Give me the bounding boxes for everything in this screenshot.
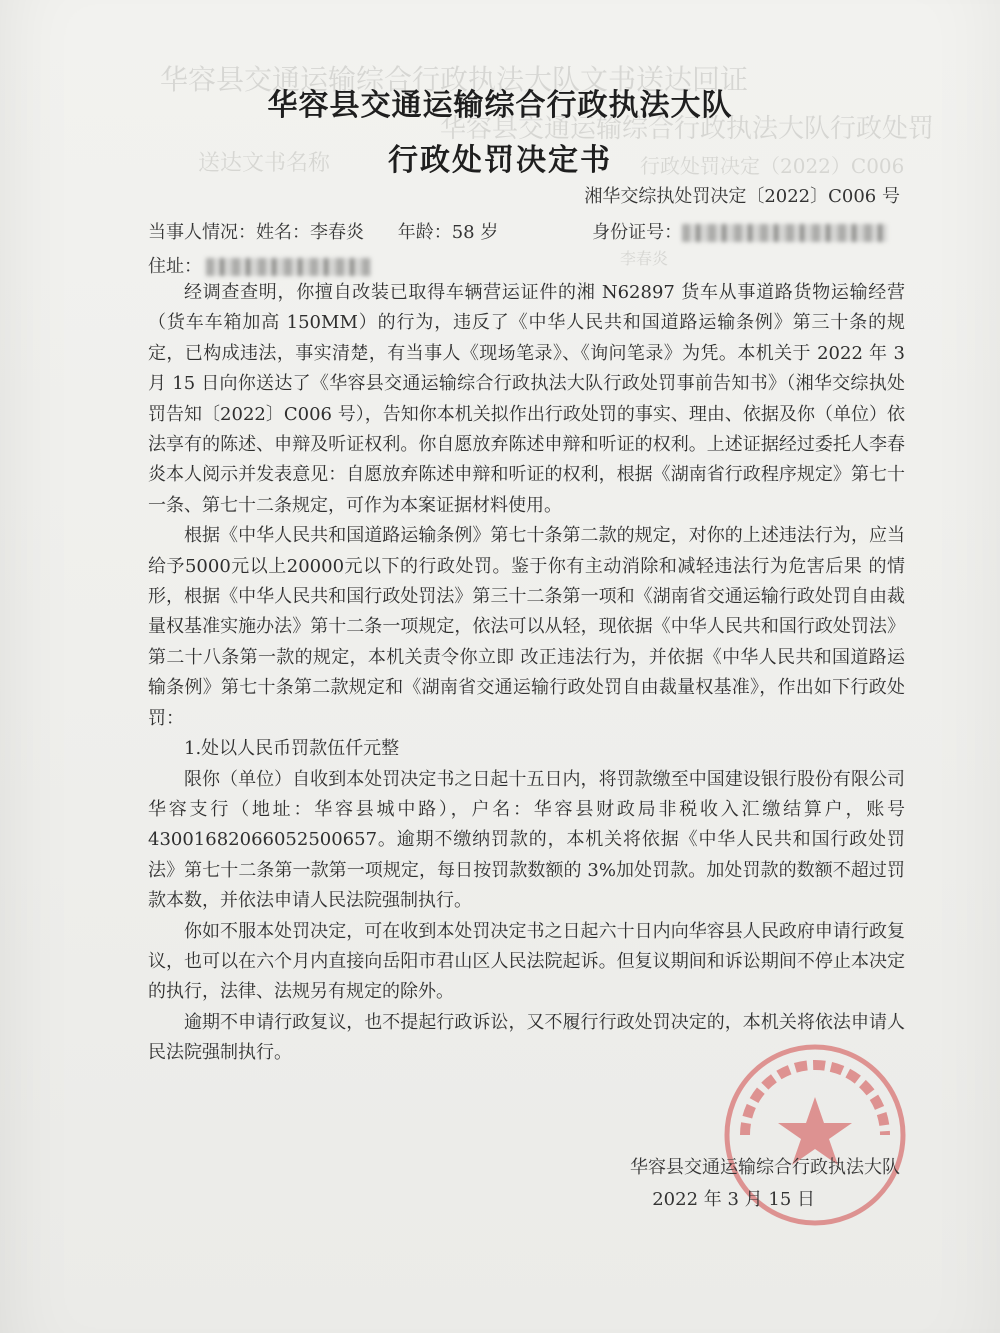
paragraph-payment: 限你（单位）自收到本处罚决定书之日起十五日内，将罚款缴至中国建设银行股份有限公司华容支行（地址：华容县城中路），户名：华容县财政局非税收入汇缴结算户，账号 43001682066052500657。逾期不缴纳罚款的，本机关将依据《中华人民共和国行政处罚法》第七十二条第一款第一项规定，每日按罚款数额的 3%加处罚款。加处罚款的数额不超过罚款本数，并依法申请人民法院强制执行。	[148, 768, 905, 912]
bleed-through-text: 李春炎	[620, 249, 669, 268]
paragraph-appeal: 你如不服本处罚决定，可在收到本处罚决定书之日起六十日内向华容县人民政府申请行政复议，也可以在六个月内直接向岳阳市君山区人民法院起诉。但复议期间和诉讼期间不停止本决定的执行，法律、法规另有规定的除外。	[148, 920, 905, 1003]
address-label: 住址：	[148, 256, 202, 277]
paragraph-enforcement: 逾期不申请行政复议，也不提起行政诉讼，又不履行行政处罚决定的，本机关将依法申请人民法院强制执行。	[148, 1011, 905, 1064]
party-info	[148, 218, 905, 244]
signature-block	[630, 1152, 900, 1216]
redacted-address	[206, 258, 371, 276]
party-name: 当事人情况：姓名：李春炎	[148, 222, 364, 243]
document-body	[148, 278, 905, 1069]
bleed-through-text: 行政处罚决定（2022）C006	[640, 154, 905, 178]
party-id-label: 身份证号：	[592, 222, 683, 243]
signature-org: 华容县交通运输综合行政执法大队	[630, 1157, 900, 1178]
bleed-through-text: 华容县交通运输综合行政执法大队行政处罚	[440, 114, 935, 144]
bleed-through-text: 华容县交通运输综合行政执法大队文书送达回证	[160, 63, 749, 96]
bleed-through-text: 送达文书名称	[198, 151, 331, 176]
paragraph-legal-basis: 根据《中华人民共和国道路运输条例》第七十条第二款的规定，对你的上述违法行为，应当给予5000元以上20000元以下的行政处罚。鉴于你有主动消除和减轻违法行为危害后果 的情形，根据《中华人民共和国行政处罚法》第三十二条第一项和《湖南省交通运输行政处罚自由裁量权基准实施办法》第十二条一项规定，依法可以从轻，现依据《中华人民共和国行政处罚法》第二十八条第一款的规定，本机关责令你立即 改正违法行为，并依据《中华人民共和国道路运输条例》第七十条第二款规定和《湖南省交通运输行政处罚自由裁量权基准》，作出如下行政处罚：	[148, 525, 905, 729]
document-number: 湘华交综执处罚决定〔2022〕C006 号	[584, 186, 900, 207]
signature-date: 2022 年 3 月 15 日	[652, 1189, 815, 1210]
party-address	[148, 252, 371, 278]
document-subtitle: 行政处罚决定书	[388, 143, 612, 178]
party-age: 年龄：58 岁	[397, 222, 499, 243]
paragraph-facts: 经调查查明，你擅自改装已取得车辆营运证件的湘 N62897 货车从事道路货物运输经营（货车车箱加高 150MM）的行为，违反了《中华人民共和国道路运输条例》第三十条的规定，已构成违法，事实清楚，有当事人《现场笔录》、《询问笔录》为凭。本机关于 2022 年 3 月 15 日向你送达了《华容县交通运输综合行政执法大队行政处罚事前告知书》（湘华交综执处罚告知〔2022〕C006 号），告知你本机关拟作出行政处罚的事实、理由、依据及你（单位）依法享有的陈述、申辩及听证权利。你自愿放弃陈述申辩和听证的权利。上述证据经过委托人李春炎本人阅示并发表意见：自愿放弃陈述申辩和听证的权利，根据《湖南省行政程序规定》第七十一条、第七十二条规定，可作为本案证据材料使用。	[148, 282, 905, 516]
redacted-id	[682, 224, 887, 242]
penalty-item: 1.处以人民币罚款伍仟元整	[184, 738, 400, 760]
document-title: 华容县交通运输综合行政执法大队	[267, 88, 733, 123]
